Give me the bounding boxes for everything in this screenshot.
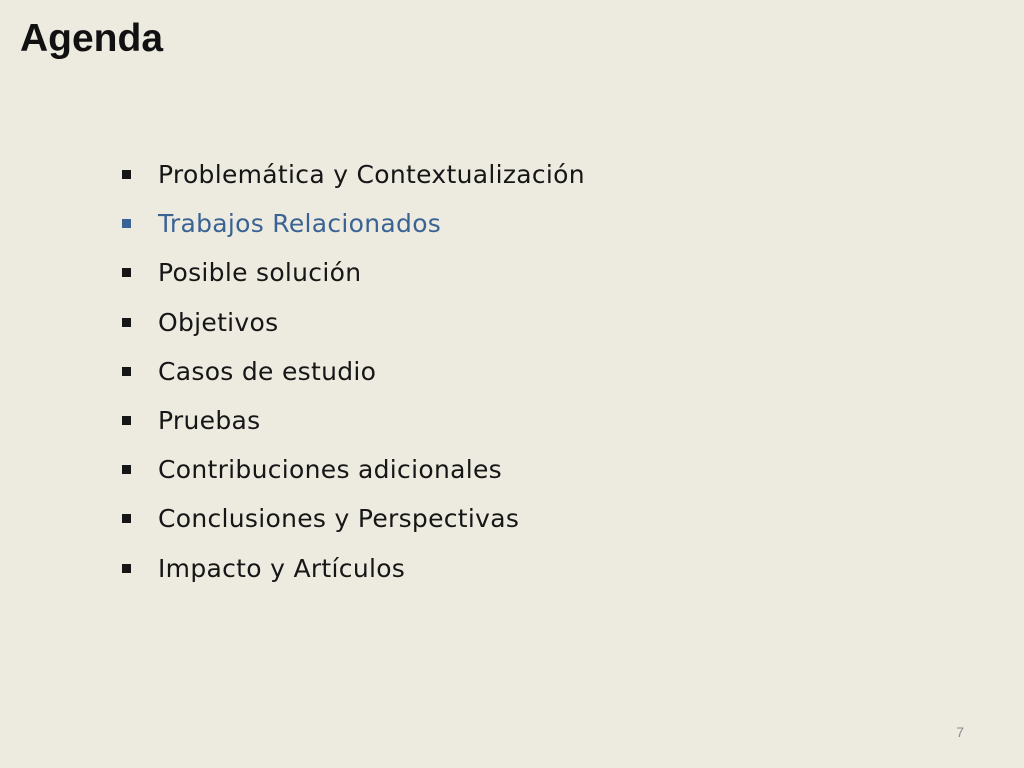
square-bullet-icon — [122, 367, 131, 376]
square-bullet-icon — [122, 268, 131, 277]
square-bullet-icon — [122, 564, 131, 573]
agenda-item — [122, 445, 585, 494]
agenda-item-label: Posible solución — [158, 258, 362, 288]
agenda-item — [122, 199, 585, 248]
agenda-item-label: Pruebas — [158, 406, 261, 436]
agenda-item — [122, 150, 585, 199]
agenda-item — [122, 298, 585, 347]
agenda-item — [122, 347, 585, 396]
agenda-item-label: Conclusiones y Perspectivas — [158, 504, 520, 534]
agenda-item-label: Casos de estudio — [158, 356, 377, 386]
square-bullet-icon — [122, 219, 131, 228]
agenda-list — [122, 150, 585, 593]
agenda-item-label: Trabajos Relacionados — [158, 209, 442, 239]
page-number: 7 — [956, 724, 964, 740]
agenda-item-label: Impacto y Artículos — [158, 553, 406, 583]
agenda-item-label: Objetivos — [158, 307, 279, 337]
slide-title: Agenda — [20, 17, 164, 60]
square-bullet-icon — [122, 465, 131, 474]
square-bullet-icon — [122, 170, 131, 179]
agenda-item — [122, 248, 585, 297]
square-bullet-icon — [122, 416, 131, 425]
agenda-item — [122, 396, 585, 445]
agenda-item — [122, 494, 585, 543]
square-bullet-icon — [122, 318, 131, 327]
square-bullet-icon — [122, 514, 131, 523]
agenda-item-label: Problemática y Contextualización — [158, 160, 585, 190]
agenda-item-label: Contribuciones adicionales — [158, 455, 502, 485]
agenda-item — [122, 544, 585, 593]
